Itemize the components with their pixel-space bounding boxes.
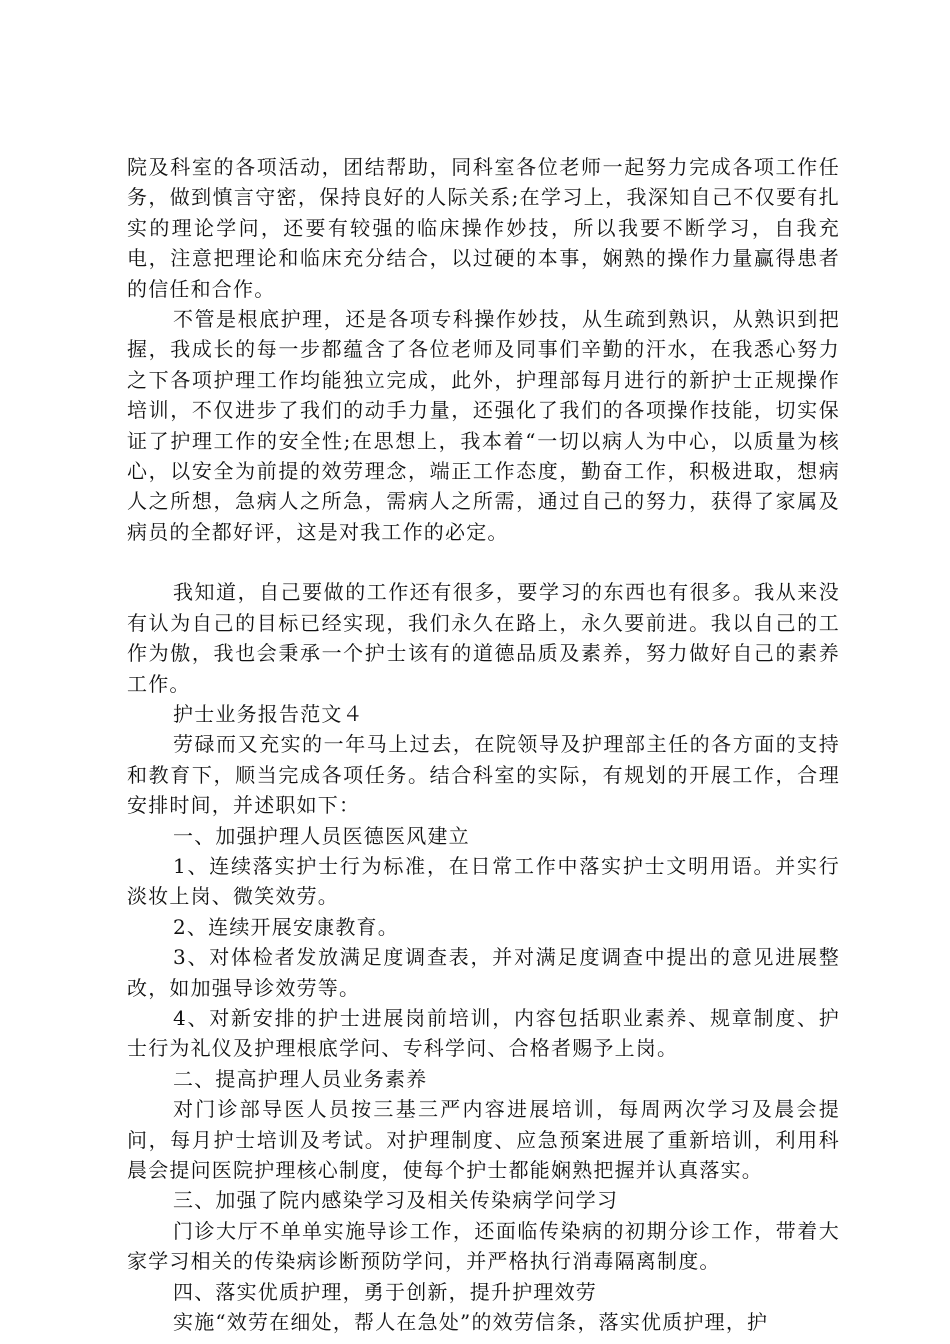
- paragraph-service-motto: 实施“效劳在细处，帮人在急处”的效劳信条，落实优质护理，护: [173, 1310, 769, 1335]
- list-item-4: 4、对新安排的护士进展岗前培训，内容包括职业素养、规章制度、护士行为礼仪及护理根底学问、专科学问、合格者赐予上岗。: [127, 1005, 840, 1061]
- list-item-2: 2、连续开展安康教育。: [173, 914, 399, 939]
- paragraph-triage: 门诊大厅不单单实施导诊工作，还面临传染病的初期分诊工作，带着大家学习相关的传染病诊断预防学问，并严格执行消毒隔离制度。: [127, 1218, 840, 1274]
- heading-professional-quality: 二、提高护理人员业务素养: [173, 1066, 428, 1091]
- list-item-3: 3、对体检者发放满足度调查表，并对满足度调查中提出的意见进展整改，如加强导诊效劳等。: [127, 945, 840, 1000]
- paragraph-introduction: 劳碌而又充实的一年马上过去，在院领导及护理部主任的各方面的支持和教育下，顺当完成各项任务。结合科室的实际，有规划的开展工作，合理安排时间，并述职如下：: [127, 732, 840, 818]
- heading-quality-care: 四、落实优质护理，勇于创新，提升护理效劳: [173, 1279, 597, 1304]
- paragraph-basic-nursing: 不管是根底护理，还是各项专科操作妙技，从生疏到熟识，从熟识到把握，我成长的每一步都蕴含了各位老师及同事们辛勤的汗水，在我悉心努力之下各项护理工作均能独立完成，此外，护理部每月进行的新护士正规操作培训，不仅进步了我们的动手力量，还强化了我们的各项操作技能，切实保证了护理工作的安全性;在思想上，我本着“一切以病人为中心，以质量为核心，以安全为前提的效劳理念，端正工作态度，勤奋工作，积极进取，想病人之所想，急病人之所急，需病人之所需，通过自己的努力，获得了家属及病员的全都好评，这是对我工作的必定。: [127, 307, 840, 544]
- heading-infection-control: 三、加强了院内感染学习及相关传染病学问学习: [173, 1188, 619, 1213]
- heading-ethics: 一、加强护理人员医德医风建立: [173, 823, 470, 848]
- document-body: [127, 152, 840, 1337]
- paragraph-activities: 院及科室的各项活动，团结帮助，同科室各位老师一起努力完成各项工作任务，做到慎言守密，保持良好的人际关系;在学习上，我深知自己不仅要有扎实的理论学问，还要有较强的临床操作妙技，所以我要不断学习，自我充电，注意把理论和临床充分结合，以过硬的本事，娴熟的操作力量赢得患者的信任和合作。: [127, 155, 840, 301]
- paragraph-spacer: [127, 547, 840, 577]
- paragraph-self-reflection: 我知道，自己要做的工作还有很多，要学习的东西也有很多。我从来没有认为自己的目标已经实现，我们永久在路上，永久要前进。我以自己的工作为傲，我也会秉承一个护士该有的道德品质及素养，努力做好自己的素养工作。: [127, 580, 840, 696]
- section-title-report-4: 护士业务报告范文４: [173, 701, 364, 726]
- list-item-1: 1、连续落实护士行为标准，在日常工作中落实护士文明用语。并实行淡妆上岗、微笑效劳。: [127, 853, 840, 909]
- paragraph-training: 对门诊部导医人员按三基三严内容进展培训，每周两次学习及晨会提问，每月护士培训及考试。对护理制度、应急预案进展了重新培训，利用科晨会提问医院护理核心制度，使每个护士都能娴熟把握并认真落实。: [127, 1097, 840, 1182]
